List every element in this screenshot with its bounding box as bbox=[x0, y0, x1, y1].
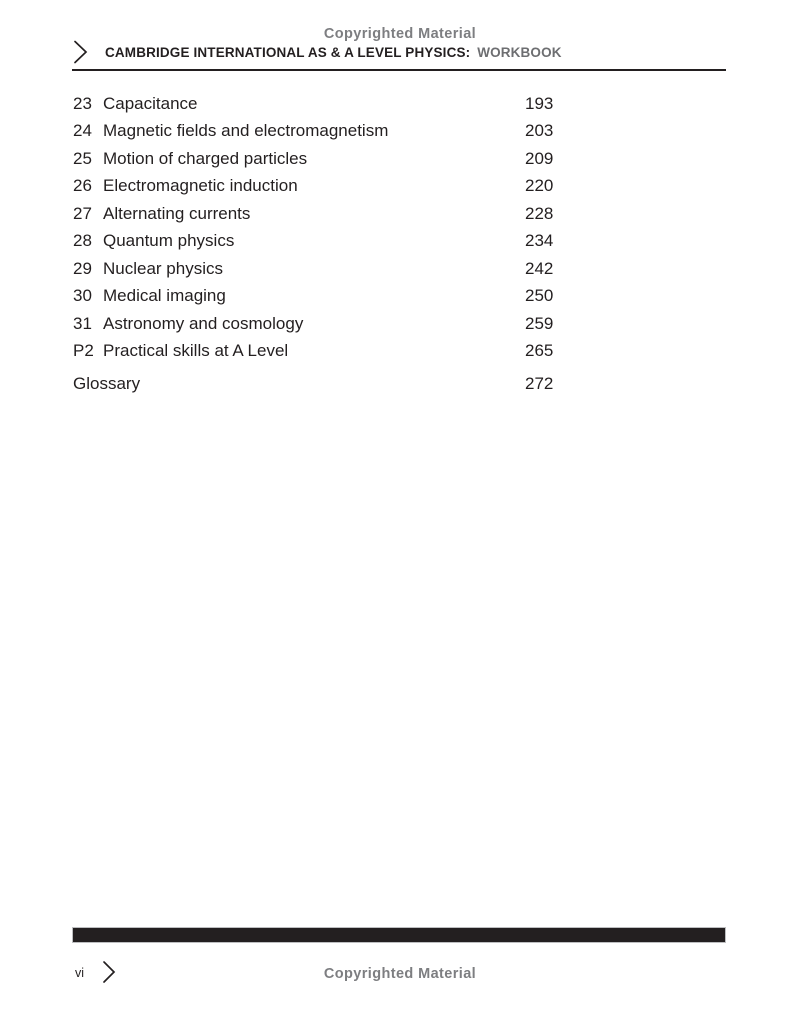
folio-page-number: vi bbox=[75, 966, 85, 980]
chevron-right-icon bbox=[72, 40, 89, 64]
toc-entry-number: 26 bbox=[73, 176, 92, 196]
toc-entry-title: Magnetic fields and electromagnetism bbox=[103, 121, 389, 141]
copyright-watermark-top: Copyrighted Material bbox=[323, 26, 477, 42]
toc-entry-title: Alternating currents bbox=[103, 203, 251, 223]
toc-entry-page: 228 bbox=[525, 203, 554, 223]
toc-entry-page: 259 bbox=[525, 313, 554, 333]
toc-entry-number: 29 bbox=[73, 258, 92, 278]
toc-row bbox=[73, 145, 593, 173]
toc-list bbox=[73, 90, 593, 398]
toc-row bbox=[73, 255, 593, 283]
toc-row bbox=[73, 118, 593, 146]
toc-entry-number: 28 bbox=[73, 231, 92, 251]
toc-entry-title: Practical skills at A Level bbox=[103, 341, 289, 361]
toc-entry-page: 265 bbox=[525, 341, 554, 361]
footer-bar bbox=[72, 927, 726, 943]
toc-row bbox=[73, 228, 593, 256]
toc-row bbox=[73, 283, 593, 311]
toc-row bbox=[73, 338, 593, 366]
toc-row bbox=[73, 90, 593, 118]
toc-row bbox=[73, 173, 593, 201]
toc-entry-title: Capacitance bbox=[103, 93, 198, 113]
toc-entry-title: Medical imaging bbox=[103, 286, 226, 306]
book-type-label: WORKBOOK bbox=[477, 45, 562, 60]
running-header bbox=[105, 45, 562, 60]
toc-entry-page: 272 bbox=[525, 374, 554, 394]
toc-entry-number: 25 bbox=[73, 148, 92, 168]
toc-entry-title: Glossary bbox=[73, 374, 141, 394]
toc-entry-title: Astronomy and cosmology bbox=[103, 313, 304, 333]
toc-entry-page: 220 bbox=[525, 176, 554, 196]
toc-glossary-row bbox=[73, 371, 593, 399]
toc-entry-page: 234 bbox=[525, 231, 554, 251]
toc-row bbox=[73, 310, 593, 338]
header-rule bbox=[72, 69, 726, 71]
toc-entry-page: 242 bbox=[525, 258, 554, 278]
toc-entry-number: 30 bbox=[73, 286, 92, 306]
toc-entry-number: 27 bbox=[73, 203, 92, 223]
toc-entry-title: Nuclear physics bbox=[103, 258, 223, 278]
toc-entry-title: Motion of charged particles bbox=[103, 148, 308, 168]
toc-entry-number: 23 bbox=[73, 93, 92, 113]
toc-entry-page: 193 bbox=[525, 93, 554, 113]
toc-entry-page: 203 bbox=[525, 121, 554, 141]
copyright-watermark-bottom: Copyrighted Material bbox=[323, 966, 477, 982]
toc-entry-title: Quantum physics bbox=[103, 231, 235, 251]
toc-entry-page: 250 bbox=[525, 286, 554, 306]
toc-row bbox=[73, 200, 593, 228]
toc-entry-number: P2 bbox=[73, 341, 94, 361]
toc-entry-number: 31 bbox=[73, 313, 92, 333]
toc-entry-page: 209 bbox=[525, 148, 554, 168]
toc-entry-number: 24 bbox=[73, 121, 92, 141]
toc-entry-title: Electromagnetic induction bbox=[103, 176, 298, 196]
series-title: CAMBRIDGE INTERNATIONAL AS & A LEVEL PHYSICS: bbox=[105, 45, 471, 60]
